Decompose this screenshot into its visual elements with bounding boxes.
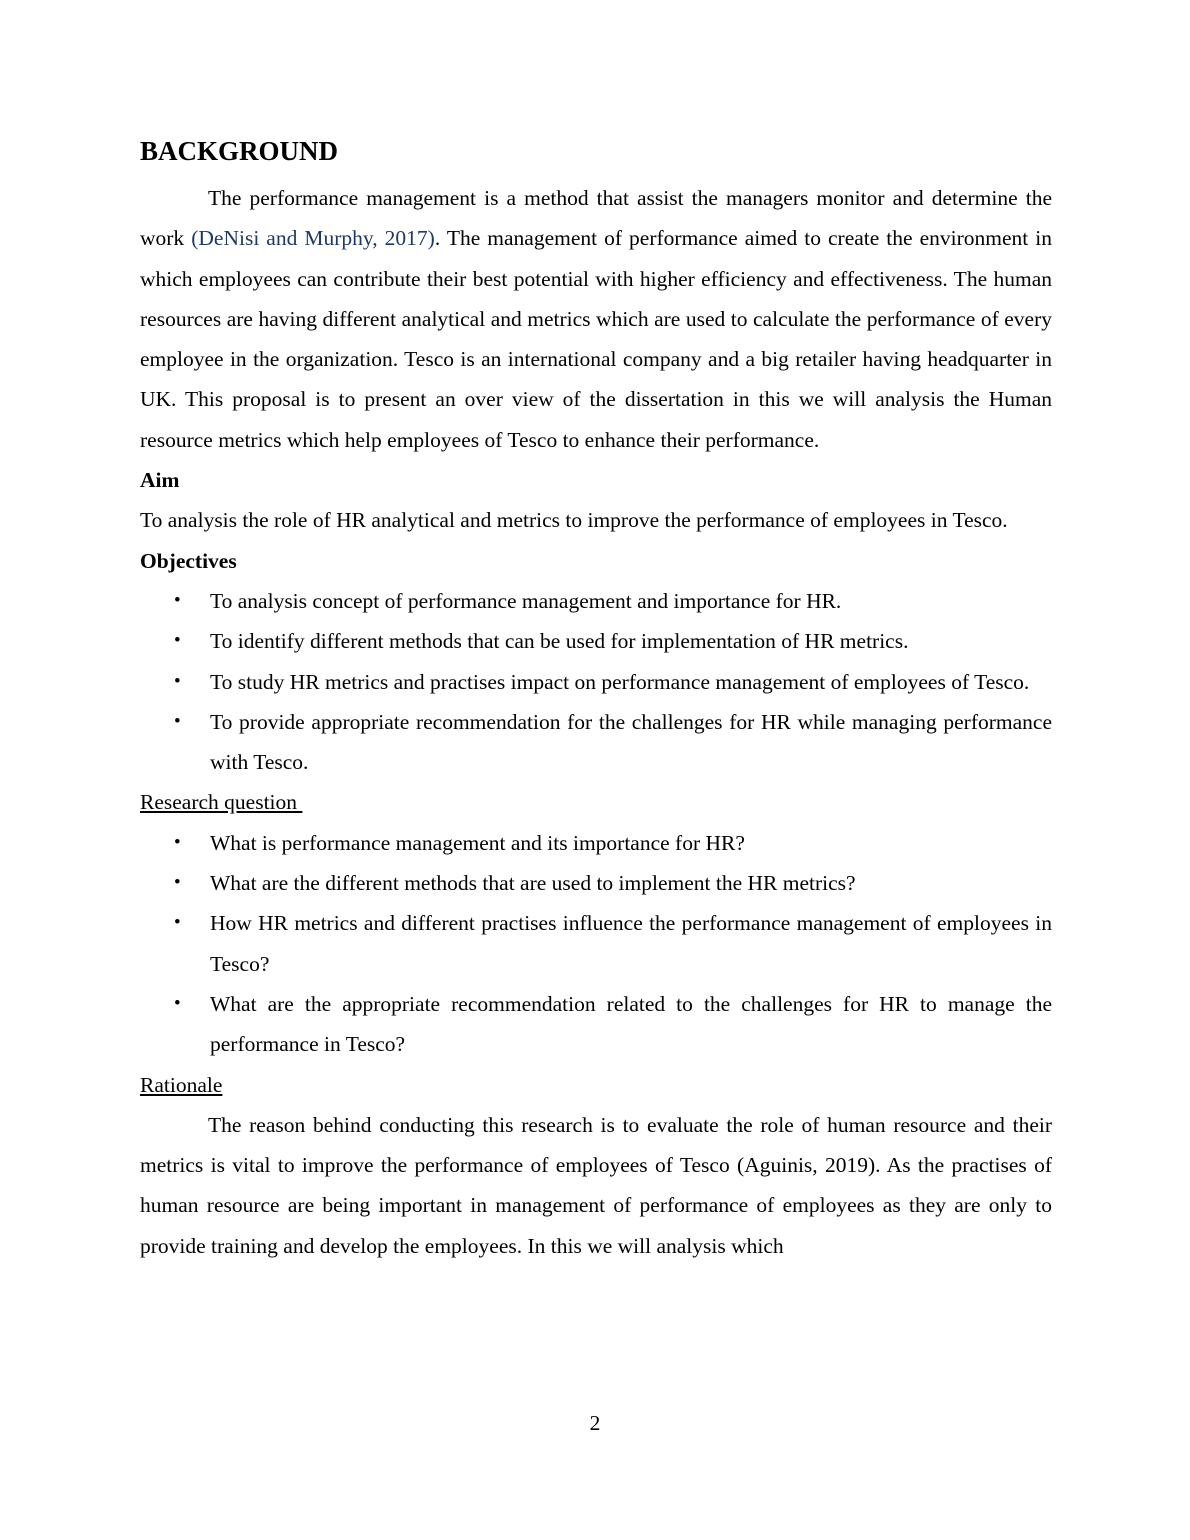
- research-question-item: [140, 863, 1052, 903]
- objective-item: [140, 621, 1052, 661]
- bullet-icon: •: [174, 872, 181, 894]
- bullet-icon: •: [174, 589, 181, 611]
- intro-paragraph: [140, 178, 1052, 460]
- research-question-text: What are the appropriate recommendation related to the challenges for HR to manage the performance in Tesco?: [210, 991, 1052, 1057]
- objective-item-text: To provide appropriate recommendation for the challenges for HR while managing performance with Tesco.: [210, 709, 1052, 775]
- objective-item-text: To study HR metrics and practises impact on performance management of employees of Tesco.: [210, 669, 1030, 694]
- heading-rationale-text: Rationale: [140, 1072, 223, 1097]
- heading-research-question-text: Research question: [140, 790, 303, 815]
- objective-item: [140, 662, 1052, 702]
- heading-objectives: Objectives: [140, 548, 237, 573]
- bullet-icon: •: [174, 710, 181, 732]
- research-question-item: [140, 984, 1052, 1065]
- bullet-icon: •: [174, 831, 181, 853]
- objectives-list: [140, 581, 1052, 782]
- page-number: 2: [589, 1411, 601, 1435]
- bullet-icon: •: [174, 992, 181, 1014]
- research-question-item: [140, 903, 1052, 984]
- heading-aim: Aim: [140, 468, 180, 493]
- aim-text: To analysis the role of HR analytical and metrics to improve the performance of employees in Tesco.: [140, 508, 1008, 533]
- research-question-text: How HR metrics and different practises influence the performance management of employees in Tesco?: [210, 911, 1052, 976]
- research-question-item: [140, 823, 1052, 863]
- heading-rationale: [140, 1065, 1052, 1105]
- heading-research-question: [140, 782, 1052, 822]
- intro-text-pre-citation: The performance management is a method that assist the managers monitor and determine the work: [140, 186, 1052, 251]
- bullet-icon: •: [174, 670, 181, 692]
- research-question-text: What is performance management and its importance for HR?: [210, 830, 745, 855]
- objective-item-text: To identify different methods that can be used for implementation of HR metrics.: [210, 629, 909, 654]
- rationale-paragraph: The reason behind conducting this research is to evaluate the role of human resource and their metrics is vital to improve the performance of employees of Tesco (Aguinis, 2019). As the practises of human resource are being important in management of performance of employees as they are only to provide training and develop the employees. In this we will analysis which: [140, 1112, 1052, 1258]
- objective-item: [140, 702, 1052, 783]
- intro-text-post-citation: . The management of performance aimed to create the environment in which employees can contribute their best potential with higher efficiency and effectiveness. The human resources are having different analytical and metrics which are used to calculate the performance of every employee in the organization. Tesco is an international company and a big retailer having headquarter in UK. This proposal is to present an over view of the dissertation in this we will analysis the Human resource metrics which help employees of Tesco to enhance their performance.: [140, 226, 1053, 452]
- bullet-icon: •: [174, 630, 181, 652]
- bullet-icon: •: [174, 912, 181, 934]
- objective-item-text: To analysis concept of performance management and importance for HR.: [210, 588, 842, 613]
- research-question-text: What are the different methods that are used to implement the HR metrics?: [210, 871, 856, 896]
- section-title-background: BACKGROUND: [140, 136, 339, 166]
- research-question-list: [140, 823, 1052, 1065]
- document-content: [140, 134, 1052, 1266]
- citation-denisi-murphy: (DeNisi and Murphy, 2017): [191, 226, 435, 251]
- objective-item: [140, 581, 1052, 621]
